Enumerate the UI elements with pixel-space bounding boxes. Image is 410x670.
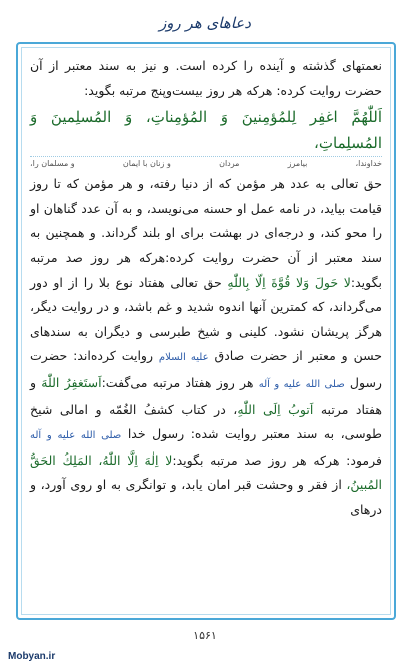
text-frame xyxy=(16,42,396,620)
gloss-word-1: خداوندا، xyxy=(355,159,382,169)
text-run-8: از فقر و وحشت قبر امان یابد، و توانگری به او روی آورد، و درهای xyxy=(30,477,382,517)
honorific-2: صلى الله عليه و آله xyxy=(258,378,345,390)
arabic-atub: اَتوبُ اِلَى اللّٰهِ xyxy=(237,401,314,417)
text-run-7: فرمود: هرکه هر روز صد مرتبه بگوید: xyxy=(172,452,382,468)
text-run-5: و هفتاد مرتبه xyxy=(30,374,382,417)
text-run-3: روایت کرده‌اند: حضرت رسول xyxy=(30,348,382,390)
text-run-6: ، در کتاب کشفُ الغُمّه و امالی شیخ طوسی، به سند معتبر روایت شده: رسول خدا xyxy=(30,401,382,442)
book-page xyxy=(6,4,404,664)
gloss-word-2: بیامرز xyxy=(287,159,308,169)
page-number: ۱۵۶۱ xyxy=(193,629,217,642)
text-run-4: هر روز هفتاد مرتبه می‌گفت: xyxy=(101,374,254,390)
arabic-la-hawl: لا حَولَ وَلا قُوَّةَ اِلّا بِاللّٰهِ xyxy=(227,274,351,290)
paragraph-intro: نعمتهای گذشته و آینده را کرده است. و نیز به سند معتبر از آن حضرت روایت کرده: هرکه هر روز بیست‌وپنج مرتبه بگوید: xyxy=(30,58,382,98)
gloss-word-5: و مسلمان را، xyxy=(30,159,75,169)
site-brand[interactable]: Mobyan.ir xyxy=(8,651,56,662)
paragraph-main xyxy=(30,172,382,522)
dua-arabic-line: اَللّٰهُمَّ اغفِر لِلمُؤمِنينَ وَ المُؤمِناتِ، وَ المُسلِمينَ وَ المُسلِماتِ، xyxy=(30,108,382,153)
gloss-word-3: مردان xyxy=(219,159,240,169)
arabic-istighfar: اَستَغفِرُ اللّٰهَ xyxy=(41,374,102,390)
arabic-tahlil: لا اِلٰهَ اِلَّا اللّٰهُ، المَلِكُ الحَقُّ المُبينُ، xyxy=(30,452,382,493)
dua-gloss-row xyxy=(30,156,382,170)
honorific-3: صلى الله عليه و آله xyxy=(30,430,122,442)
running-title: دعاهای هر روز xyxy=(159,14,251,32)
gloss-word-4: و زنان با ایمان xyxy=(122,159,171,169)
honorific-1: عليه السلام xyxy=(158,352,209,364)
body-text xyxy=(30,54,382,523)
text-run-1: حق تعالی به عدد هر مؤمن که از دنیا رفته، و هر مؤمن که تا روز قیامت بیاید، در نامه عمل او حسنه می‌نویسد، و به آن عدد گناهان او را محو کند، و درجه‌ای در بهشت برای او بلند گرداند. و همچنین به سند معتبر از آن حضرت روایت کرده:هرکه هر روز صد مرتبه بگوید: xyxy=(30,176,382,290)
text-run-2: حق تعالی هفتاد نوع بلا را از او دور می‌گرداند، که کمترین آنها اندوه شدید و غم باشد، و در روایت دیگر، هرگز پریشان نشود. کلینی و شیخ طبرسی و دیگران به سندهای حسن و معتبر از حضرت صادق xyxy=(30,274,382,364)
